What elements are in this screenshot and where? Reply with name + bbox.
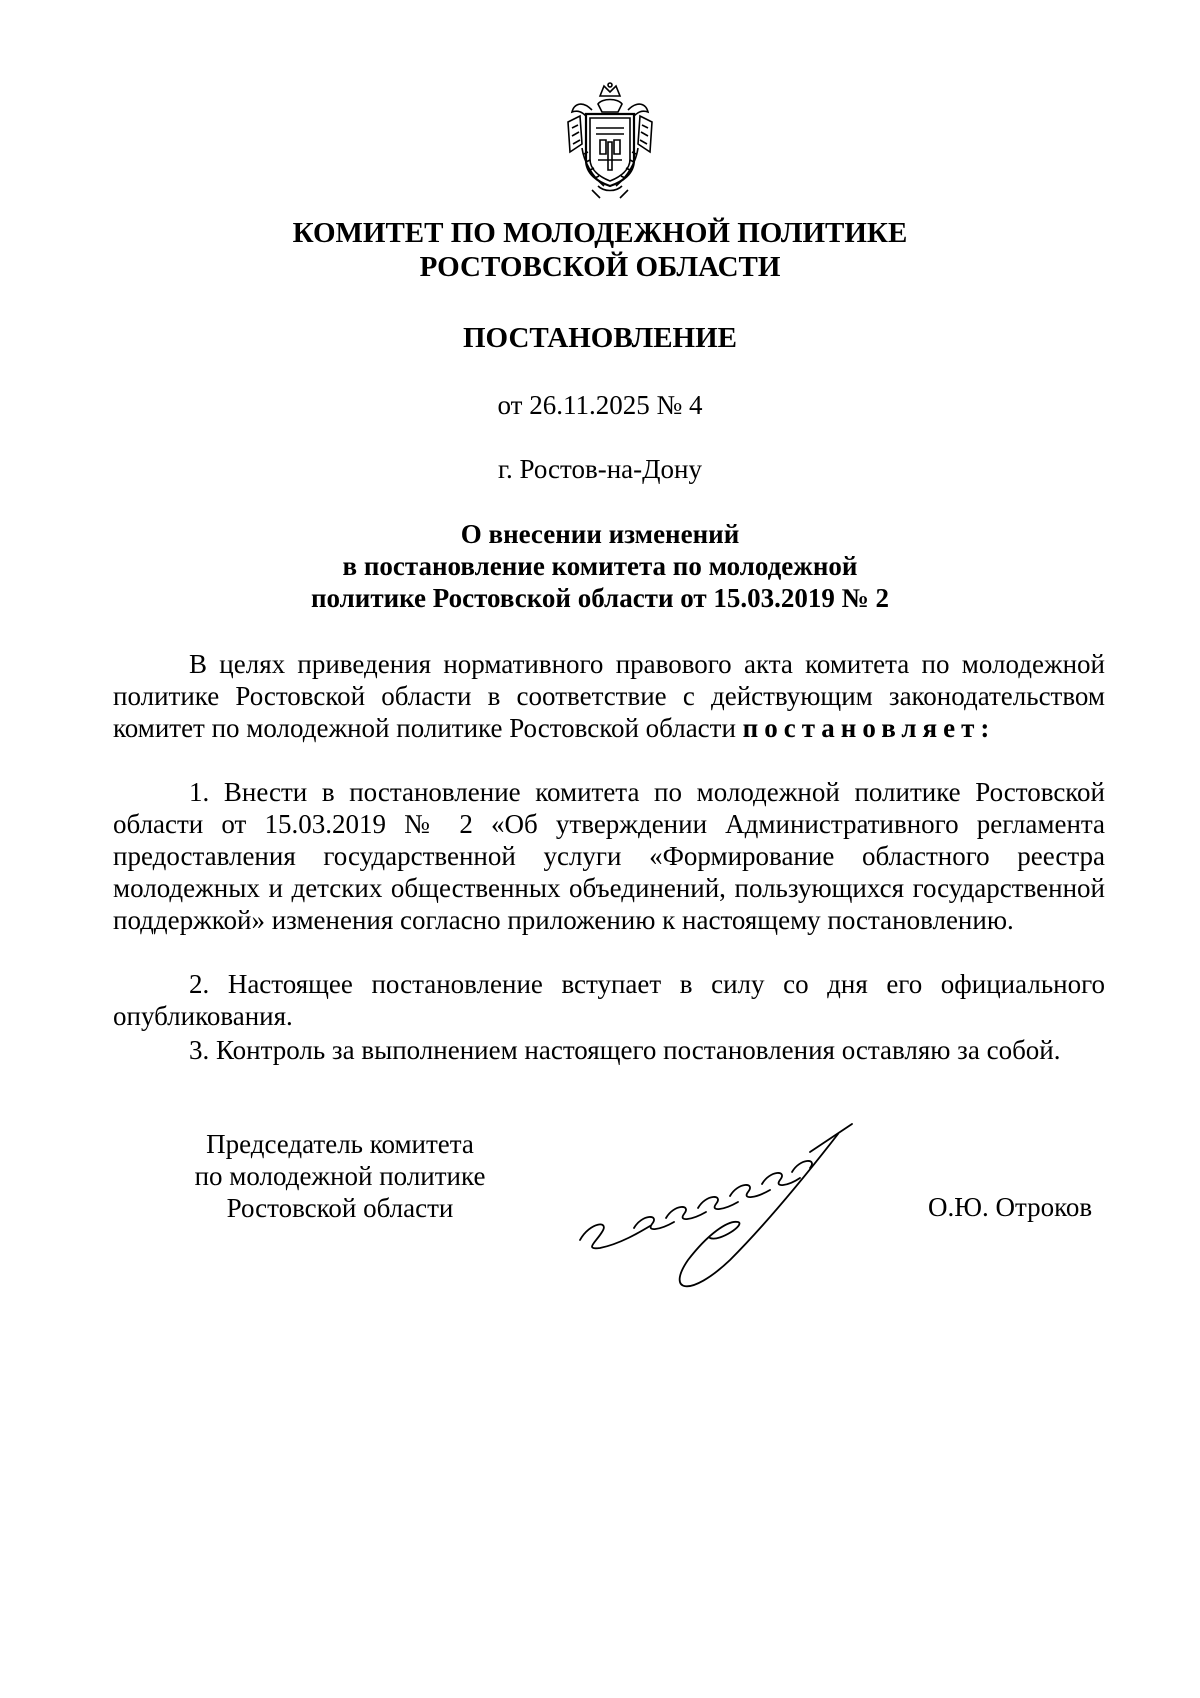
issuing-authority xyxy=(0,216,1200,284)
agency-line-1: КОМИТЕТ ПО МОЛОДЕЖНОЙ ПОЛИТИКЕ xyxy=(292,217,908,249)
coat-of-arms-icon xyxy=(562,82,658,200)
resolves-word: постановляет: xyxy=(742,713,996,743)
signer-name: О.Ю. Отроков xyxy=(928,1192,1093,1222)
subject-line-1: О внесении изменений xyxy=(460,519,740,549)
document-subject xyxy=(0,518,1200,614)
item-2-paragraph: 2. Настоящее постановление вступает в силу со дня его официального опубликования. xyxy=(113,969,1105,1031)
item-1-paragraph: 1. Внести в постановление комитета по молодежной политике Ростовской области от 15.03.2019 № 2 «Об утверждении Административного регламента предоставления государственной услуги «Формирование областного реестра молодежных и детских общественных объединений, пользующихся государственной поддержкой» изменения согласно приложению к настоящему постановлению. xyxy=(113,777,1105,935)
signer-position xyxy=(170,1128,510,1224)
position-line-2: по молодежной политике xyxy=(194,1161,486,1191)
item-3-paragraph: 3. Контроль за выполнением настоящего постановления оставляю за собой. xyxy=(189,1035,1061,1065)
document-type: ПОСТАНОВЛЕНИЕ xyxy=(462,322,737,354)
document-city: г. Ростов-на-Дону xyxy=(497,454,702,484)
preamble-paragraph xyxy=(113,648,1105,744)
agency-line-2: РОСТОВСКОЙ ОБЛАСТИ xyxy=(419,251,781,283)
position-line-1: Председатель комитета xyxy=(206,1129,474,1159)
subject-line-3: политике Ростовской области от 15.03.2019 № 2 xyxy=(310,583,890,613)
handwritten-signature xyxy=(570,1110,870,1300)
preamble-text: В целях приведения нормативного правового акта комитета по молодежной политике Ростовской области в соответствие с действующим законодательством комитет по молодежной политике Ростовской области xyxy=(113,649,1105,743)
position-line-3: Ростовской области xyxy=(226,1193,454,1223)
subject-line-2: в постановление комитета по молодежной xyxy=(342,551,858,581)
document-date-number: от 26.11.2025 № 4 xyxy=(497,390,703,420)
